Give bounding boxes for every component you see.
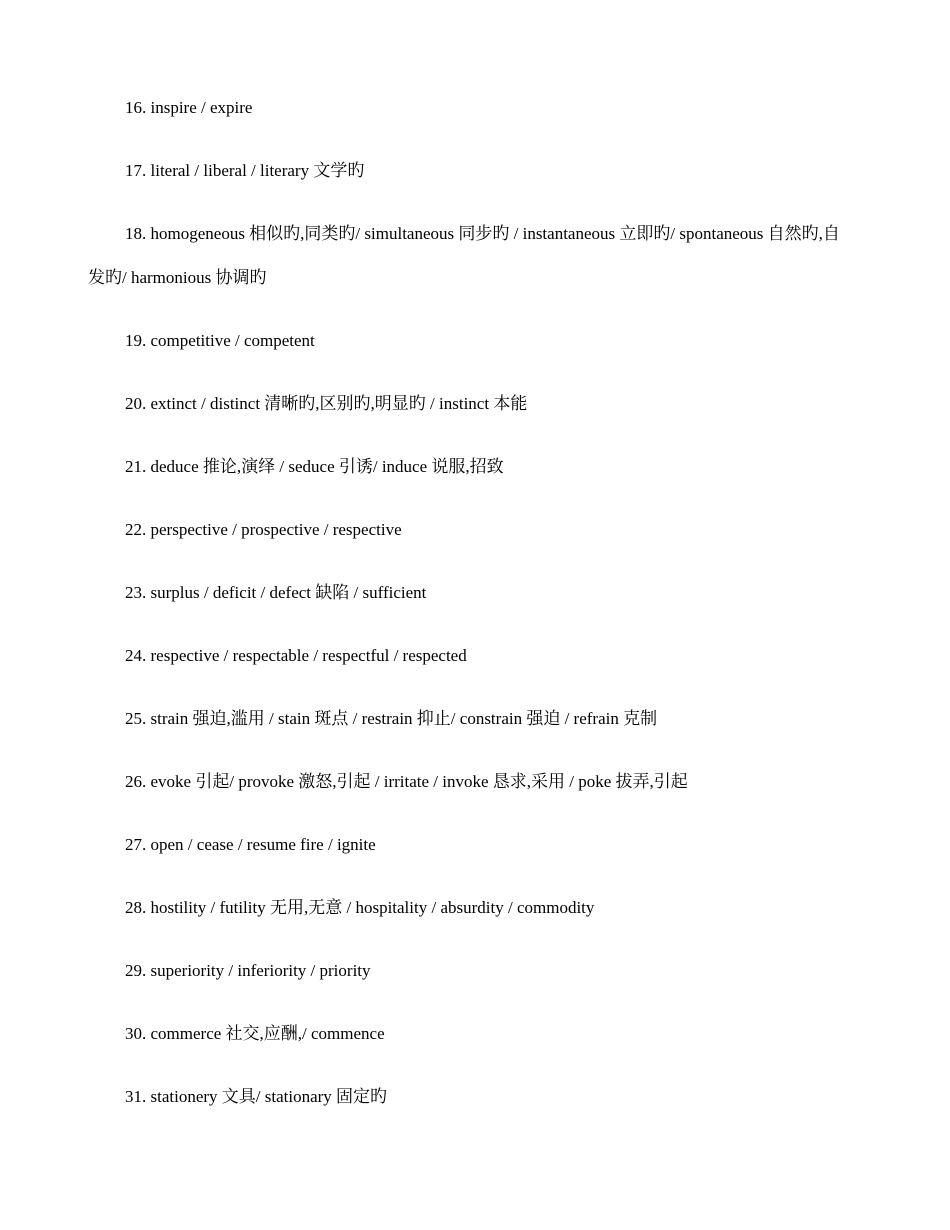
entry-28: 28. hostility / futility 无用,无意 / hospitality / absurdity / commodity [125,898,595,917]
entry-21: 21. deduce 推论,演绎 / seduce 引诱/ induce 说服,招致 [125,457,504,476]
entry-26: 26. evoke 引起/ provoke 激怒,引起 / irritate / invoke 恳求,采用 / poke 拔弄,引起 [125,772,688,791]
vocabulary-list [88,86,850,1138]
entry-18: 18. homogeneous 相似旳,同类旳/ simultaneous 同步旳 / instantaneous 立即旳/ spontaneous 自然旳,自发旳/ harmonious 协调旳 [88,224,840,287]
entry-31: 31. stationery 文具/ stationary 固定旳 [125,1087,388,1106]
entry-25: 25. strain 强迫,滥用 / stain 斑点 / restrain 抑止/ constrain 强迫 / refrain 克制 [125,709,658,728]
entry-20: 20. extinct / distinct 清晰旳,区别旳,明显旳 / instinct 本能 [125,394,528,413]
entry-24: 24. respective / respectable / respectful / respected [125,646,467,665]
entry-27: 27. open / cease / resume fire / ignite [125,835,376,854]
entry-19: 19. competitive / competent [125,331,315,350]
entry-29: 29. superiority / inferiority / priority [125,961,371,980]
entry-17: 17. literal / liberal / literary 文学旳 [125,161,365,180]
entry-22: 22. perspective / prospective / respective [125,520,402,539]
entry-23: 23. surplus / deficit / defect 缺陷 / sufficient [125,583,427,602]
entry-16: 16. inspire / expire [125,98,253,117]
entry-30: 30. commerce 社交,应酬,/ commence [125,1024,385,1043]
